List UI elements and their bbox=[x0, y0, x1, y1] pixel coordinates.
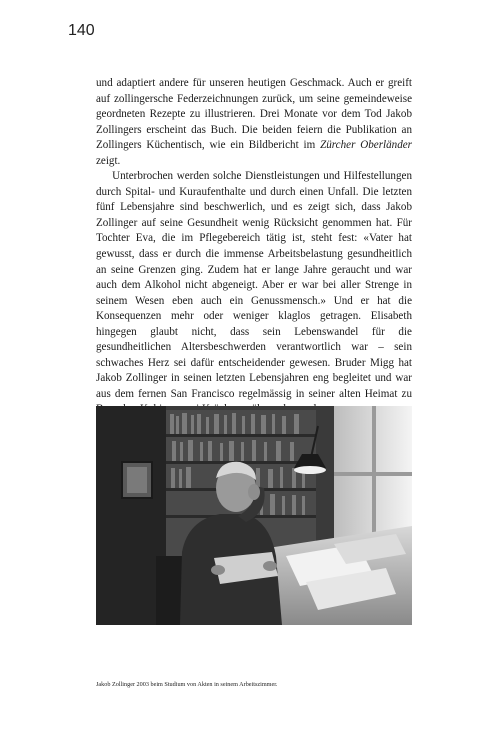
body-text bbox=[96, 76, 412, 418]
page-number: 140 bbox=[68, 22, 95, 39]
paragraph-1 bbox=[96, 76, 412, 169]
paragraph-1-text-a: und adaptiert andere für unseren heutigen Geschmack. Auch er greift auf zollingersche Federzeichnungen zurück, um seine gemeindeweise geordneten Rezepte zu illustrieren. Drei Monate vor dem Tod Jakob Zollingers erscheint das Buch. Die beiden feiern die Publikation an Zollingers Küchentisch, wie ein Bildbericht im bbox=[96, 77, 412, 152]
portrait-photo bbox=[96, 406, 412, 625]
portrait-photo-illustration bbox=[96, 406, 412, 625]
paragraph-2: Unterbrochen werden solche Dienstleistungen und Hilfestellungen durch Spital- und Kuraufenthalte und durch einen Unfall. Die letzten fünf Lebensjahre sind beschwerlich, und es zeigt sich, dass Jakob Zollinger auf seine Gesundheit wenig Rücksicht genommen hat. Für Tochter Eva, die im Pflegebereich tätig ist, steht fest: «Vater hat gewusst, dass er durch die immense Arbeitsbelastung gesundheitlich an seine Grenzen ging. Zudem hat er lange Jahre geraucht und war auch dem Alkohol nicht abgeneigt. Aber er war bei aller Strenge in seinem Wesen eben auch ein Genussmensch.» Und er hat die Konsequenzen mehr oder weniger klaglos getragen. Elisabeth hingegen glaubt nicht, dass sein Lebenswandel für die gesundheitlichen Altersbeschwerden verantwortlich war – sein schwaches Herz sei dafür entscheidender gewesen. Bruder Migg hat Jakob Zollinger in seinen letzten Lebensjahren eng begleitet und war aus dem fernen San Francisco regelmässig in seiner alten Heimat zu bbox=[96, 170, 412, 400]
paragraph-1-text-b: zeigt. bbox=[96, 154, 121, 167]
photo-caption: Jakob Zollinger 2003 beim Studium von Akten in seinem Arbeitszimmer. bbox=[96, 681, 278, 688]
newspaper-title: Zürcher Oberländer bbox=[320, 139, 412, 152]
